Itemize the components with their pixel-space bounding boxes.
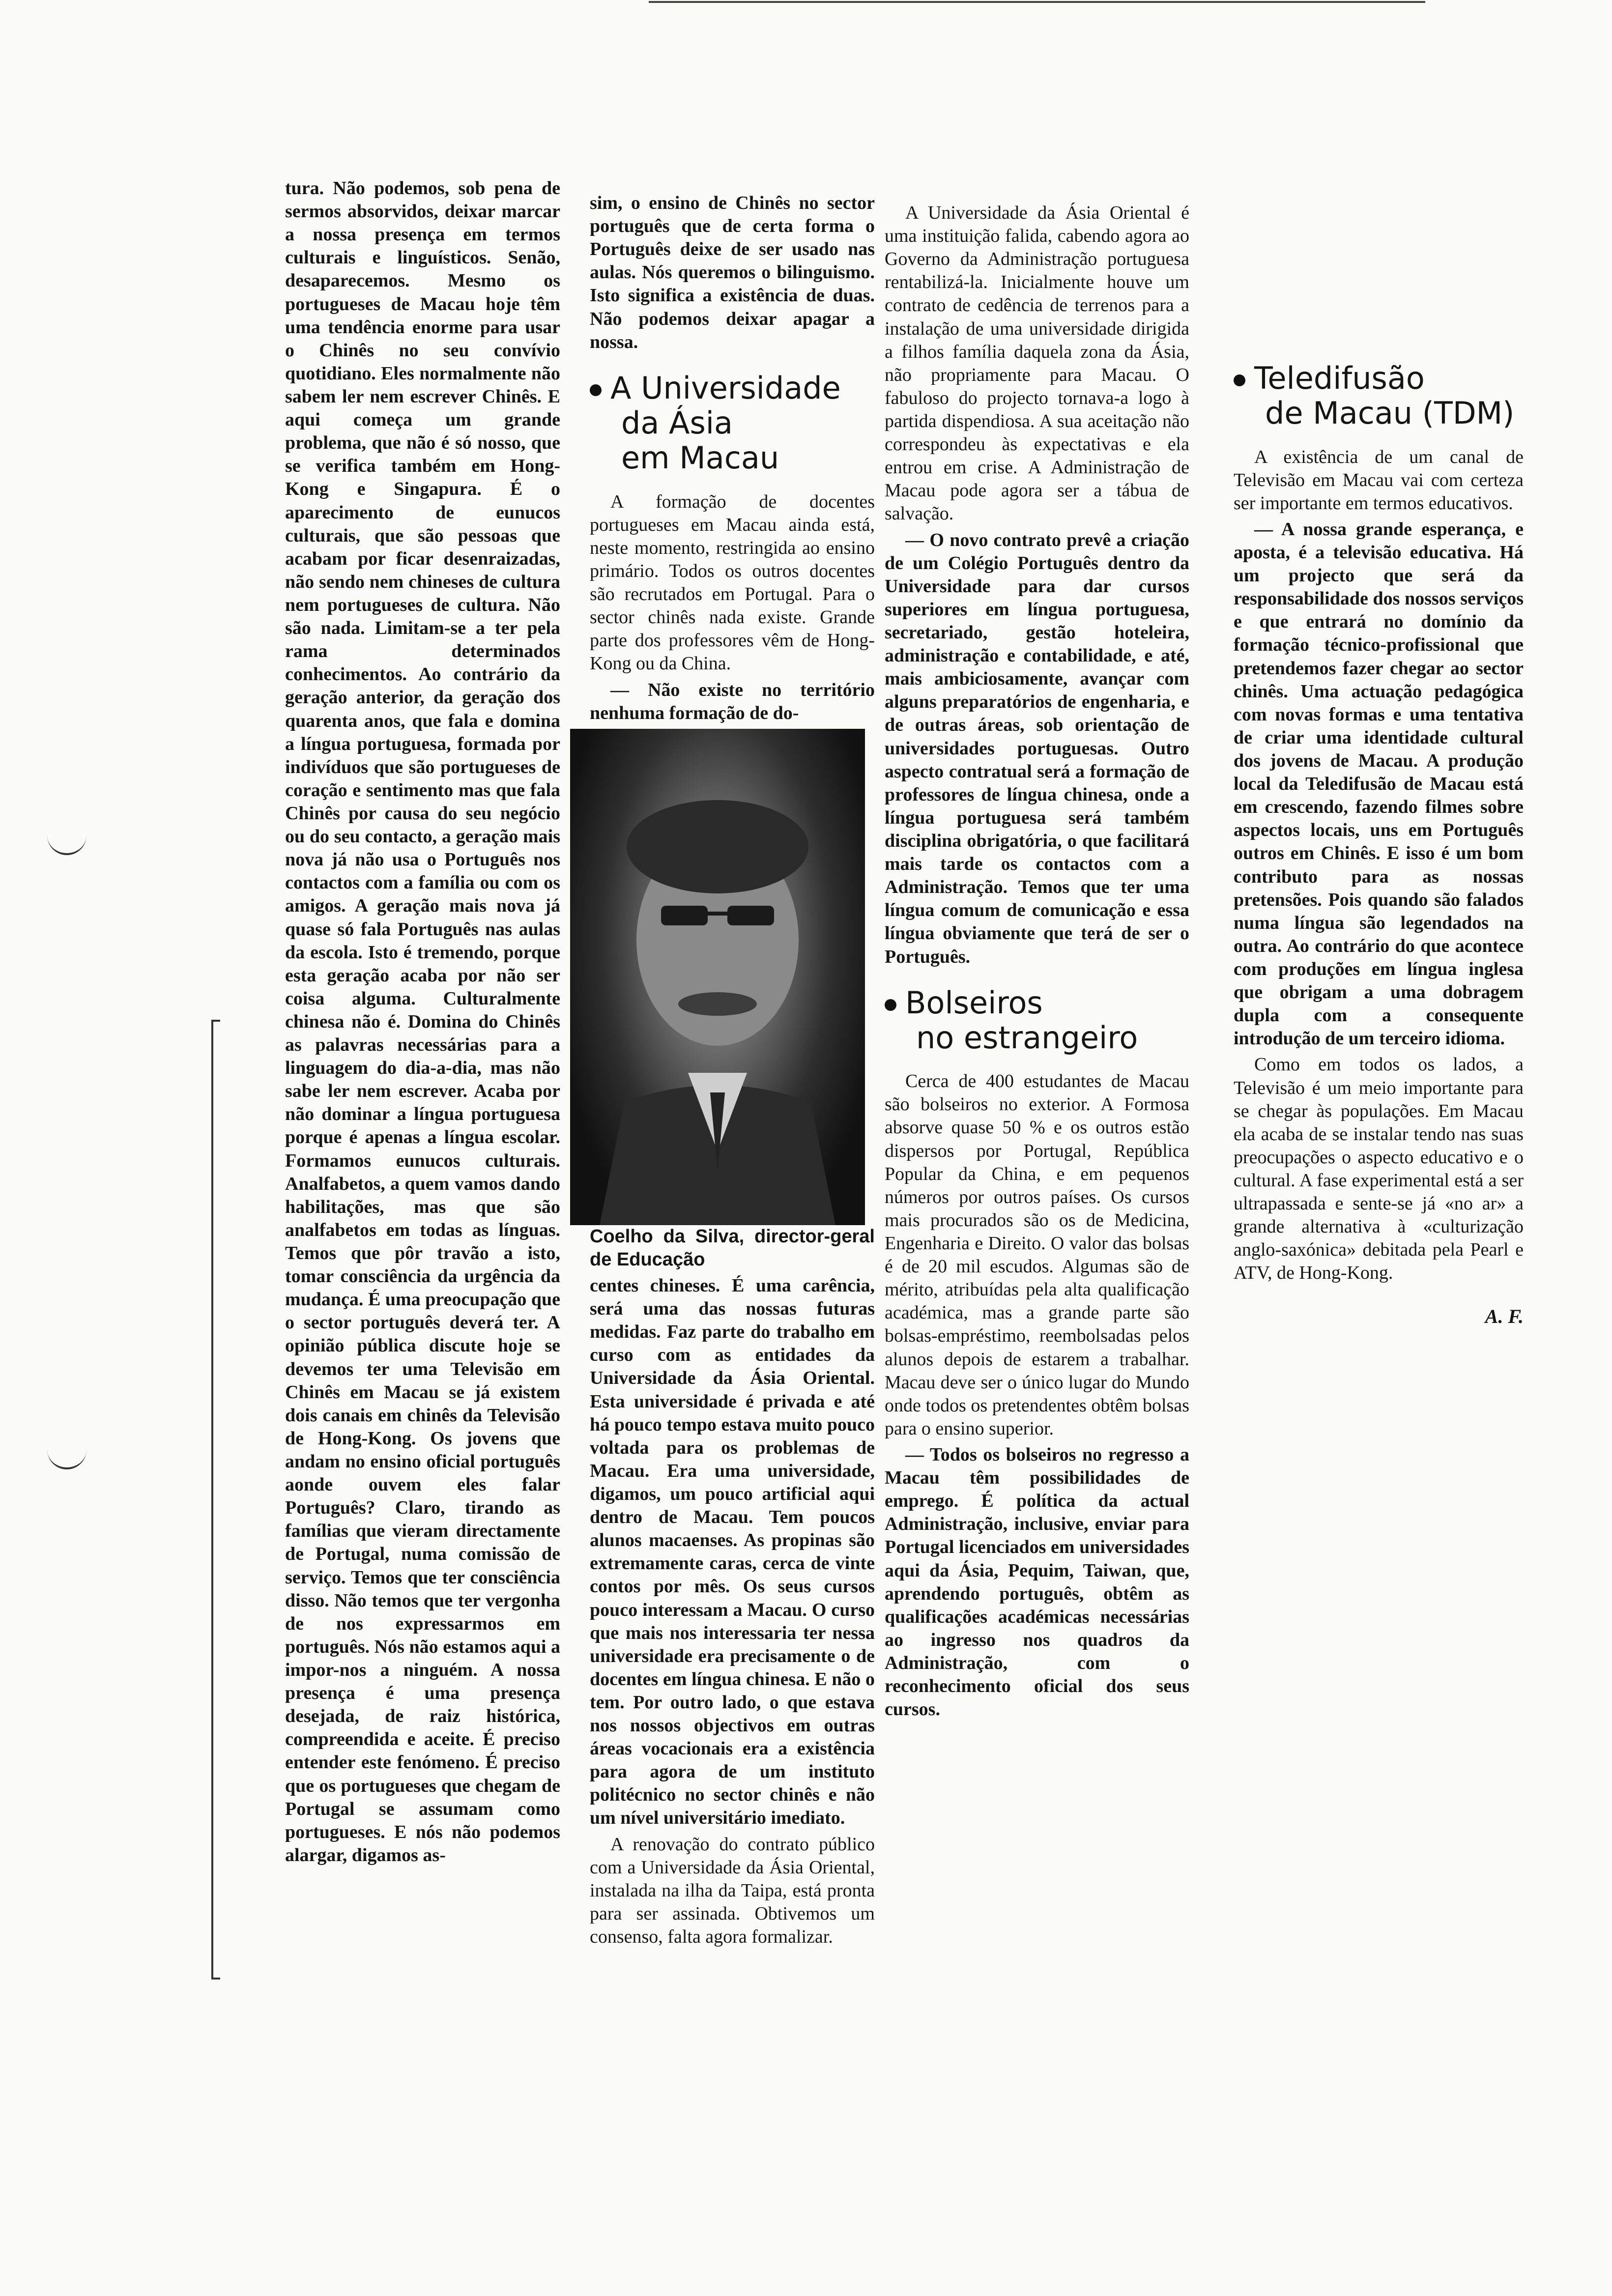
article-paragraph: A formação de docentes portugueses em Macau ainda está, neste momento, restringida ao ensino primário. Todos os outros docentes são recrutados em Portugal. Para o sector chinês nada existe. Grande parte dos professores vêm de Hong-Kong ou da China. [590,491,875,674]
author-signature: A. F. [1485,1305,1524,1327]
article-paragraph: centes chineses. É uma carência, será uma das nossas futuras medidas. Faz parte do trabalho em curso com as entidades da Universidade da Ásia Oriental. Esta universidade é privada e até há pouco tempo estava muito pouco voltada para os problemas de Macau. Era uma universidade, digamos, um pouco artificial aqui dentro de Macau. Tem poucos alunos macaenses. As propinas são extremamente caras, cerca de vinte contos por mês. Os seus cursos pouco interessam a Macau. O curso que mais nos interessaria ter nessa universidade era precisamente o de docentes em língua chinesa. E não o tem. Por outro lado, o que estava nos nossos objectivos em outras áreas vocacionais era a existência para agora de um instituto politécnico no sector chinês e não um nível universitário imediato. [590,1275,875,1829]
binder-hole-mark [47,835,86,855]
margin-bracket [211,1020,220,1980]
binder-hole-mark [47,1450,86,1469]
column-3 [885,201,1189,1724]
photo-caption: Coelho da Silva, director-geral de Educação [590,1226,875,1270]
portrait-image-icon [570,729,865,1225]
section-heading-teledifusao: Teledifusão de Macau (TDM) [1234,361,1524,431]
column-2 [590,192,875,1952]
article-paragraph: A renovação do contrato público com a Universidade da Ásia Oriental, instalada na ilha da Taipa, está pronta para ser assinada. Obtivemos um consenso, falta agora formalizar. [590,1834,875,1948]
article-paragraph: A Universidade da Ásia Oriental é uma instituição falida, cabendo agora ao Governo da Administração portuguesa rentabilizá-la. Inicialmente houve um contrato de cedência de terrenos para a instalação de uma universidade dirigida a filhos família daquela zona da Ásia, não propriamente para Macau. O fabuloso do projecto tornava-a logo à partida dispendiosa. A sua aceitação não correspondeu às expectativas e ela entrou em crise. A Administração de Macau pode agora ser a tábua de salvação. [885,202,1189,524]
article-paragraph: — O novo contrato prevê a criação de um Colégio Português dentro da Universidade para dar cursos superiores em língua portuguesa, secretariado, gestão hoteleira, administração e contabilidade, e até, mais ambiciosamente, avançar com alguns preparatórios de engenharia, e de outras áreas, sob orientação de universidades portuguesas. Outro aspecto contratual será a formação de professores de língua chinesa, onde a língua portuguesa será também disciplina obrigatória, o que facilitará mais tarde os contactos com a Administração. Temos que ter uma língua comum de comunicação e essa língua obviamente que terá de ser o Português. [885,529,1189,967]
article-paragraph: — A nossa grande esperança, e aposta, é a televisão educativa. Há um projecto que será da responsabilidade dos nossos serviços e que entrará no domínio da formação técnico-profissional que pretendemos fazer chegar ao sector chinês. Uma actuação pedagógica com novas formas e uma tentativa de criar uma identidade cultural dos jovens de Macau. A produção local da Teledifusão de Macau está em crescendo, fazendo filmes sobre aspectos locais, uns em Português outros em Chinês. E isso é um bom contributo para as nossas pretensões. Pois quando são falados numa língua são legendados na outra. Ao contrário do que acontece com produções em língua inglesa que obrigam a uma dobragem dupla com a consequente introdução de um terceiro idioma. [1234,518,1524,1049]
bullet-icon [1234,374,1245,386]
column-1 [285,177,560,1870]
article-paragraph: Como em todos os lados, a Televisão é um meio importante para se chegar às populações. Em Macau ela acaba de se instalar tendo nas suas preocupações o aspecto educativo e o cultural. A fase experimental está a ser ultrapassada e sente-se já «no ar» a grande alternativa à «culturização anglo-saxónica» debitada pela Pearl e ATV, de Hong-Kong. [1234,1054,1524,1284]
article-paragraph: — Não existe no território nenhuma formação de do- [590,679,875,723]
article-paragraph: A existência de um canal de Televisão em Macau vai com certeza ser importante em termos educativos. [1234,446,1524,514]
top-rule [649,1,1425,3]
section-heading-bolseiros: Bolseiros no estrangeiro [885,985,1189,1056]
article-paragraph: — Todos os bolseiros no regresso a Macau têm possibilidades de emprego. É política da actual Administração, inclusive, enviar para Portugal licenciados em universidades aqui da Ásia, Pequim, Taiwan, que, aprendendo português, obtêm as qualificações académicas necessárias ao ingresso nos quadros da Administração, com o reconhecimento oficial dos seus cursos. [885,1444,1189,1720]
column-4 [1234,344,1524,1328]
article-paragraph: sim, o ensino de Chinês no sector português que de certa forma o Português deixe de ser usado nas aulas. Nós queremos o bilinguismo. Isto significa a existência de duas. Não podemos deixar apagar a nossa. [590,193,875,352]
portrait-photo [570,729,865,1225]
article-paragraph: tura. Não podemos, sob pena de sermos absorvidos, deixar marcar a nossa presença em termos culturais e linguísticos. Senão, desaparecemos. Mesmo os portugueses de Macau hoje têm uma tendência enorme para usar o Chinês no seu convívio quotidiano. Eles normalmente não sabem ler nem escrever Chinês. E aqui começa um grande problema, que não é só nosso, que se verifica também em Hong-Kong e Singapura. É o aparecimento de eunucos culturais, que são pessoas que acabam por ficar desenraizadas, não sendo nem chineses de cultura nem portugueses de cultura. Não são nada. Limitam-se a ter pela rama determinados conhecimentos. Ao contrário da geração anterior, da geração dos quarenta anos, que fala e domina a língua portuguesa, formada por indivíduos que são portugueses de coração e sentimento mas que fala Chinês por causa do seu negócio ou do seu contacto, a geração mais nova já não usa o Português nos contactos com a família ou com os amigos. A geração mais nova já quase só fala Português nas aulas da escola. Isto é tremendo, porque esta geração acaba por não ser coisa alguma. Culturalmente chinesa não é. Domina do Chinês as palavras necessárias para a linguagem do dia-a-dia, mas não sabe ler nem escrever. Acaba por não dominar a língua portuguesa porque é apenas a língua escolar. Formamos eunucos culturais. Analfabetos, a quem vamos dando habilitações, mas que são analfabetos em todas as línguas. Temos que pôr travão a isto, tomar consciência da urgência da mudança. É uma preocupação que o sector português deverá ter. A opinião pública discute hoje se devemos ter uma Televisão em Chinês em Macau se já existem dois canais em chinês da Televisão de Hong-Kong. Os jovens que andam no ensino oficial português aonde ouvem eles falar Português? Claro, tirando as famílias que vieram directamente de Portugal, numa comissão de serviço. Temos que ter consciência disso. Não temos que ter vergonha de nos expressarmos em português. Nós não estamos aqui a impor-nos a ninguém. A nossa presença é uma presença desejada, de raiz histórica, compreendida e aceite. É preciso entender este fenómeno. É preciso que os portugueses que chegam de Portugal se assumam como portugueses. E nós não podemos alargar, digamos as- [285,178,560,1866]
bullet-icon [885,999,896,1011]
bullet-icon [590,384,602,396]
section-heading-universidade: A Universidade da Ásia em Macau [590,371,875,476]
article-paragraph: Cerca de 400 estudantes de Macau são bolseiros no exterior. A Formosa absorve quase 50 % e os outros estão dispersos por Portugal, República Popular da China, e em pequenos números por outros países. Os cursos mais procurados são os de Medicina, Engenharia e Direito. O valor das bolsas é de 20 mil escudos. Algumas são de mérito, atribuídas pela alta qualificação académica, mas a grande parte são bolsas-empréstimo, reembolsadas pelos alunos depois de estarem a trabalhar. Macau deve ser o único lugar do Mundo onde todos os pretendentes obtêm bolsas para o ensino superior. [885,1071,1189,1439]
